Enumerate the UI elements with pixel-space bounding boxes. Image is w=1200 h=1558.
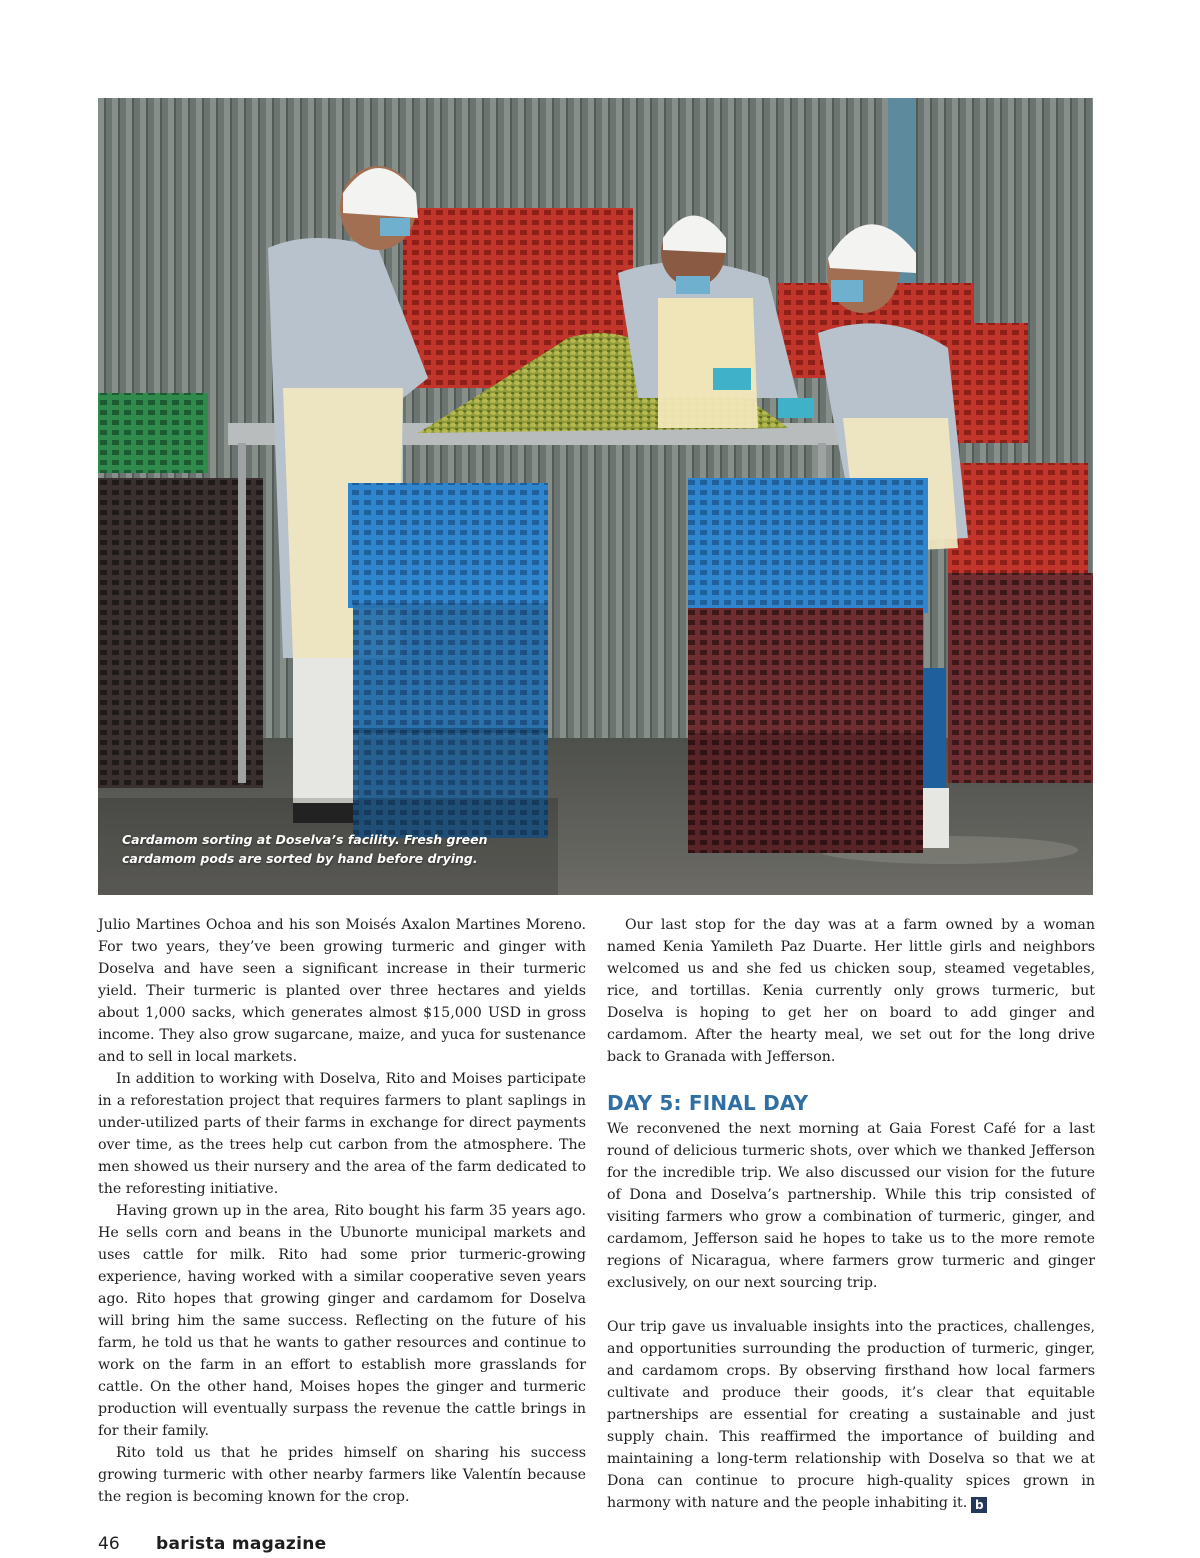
right-paragraph-3-text: Our trip gave us invaluable insights into the practices, challenges, and opportunities surrounding the production of turmeric, ginger, and cardamom crops. By observing firsthand how local farmers cultivate and produce their goods, it’s clear that equitable partnerships are essential for creating a sustainable and just supply chain. This reaffirmed the importance of building and maintaining a long-term relationship with Doselva so that we at Dona can continue to procure high-quality spices grown in harmony with nature and the people inhabiting it. [607, 1319, 1095, 1511]
feature-photo [98, 98, 1093, 895]
right-paragraph-3 [607, 1316, 1095, 1514]
magazine-name: barista magazine [156, 1534, 327, 1554]
section-heading: DAY 5: FINAL DAY [607, 1091, 809, 1115]
end-of-article-mark: b [971, 1497, 987, 1513]
photo-caption [122, 830, 488, 868]
left-paragraph-2: In addition to working with Doselva, Rito and Moises participate in a reforestation project that requires farmers to plant saplings in under-utilized parts of their farms in exchange for direct payments over time, as the trees help cut carbon from the atmosphere. The men showed us their nursery and the area of the farm dedicated to the reforesting initiative. [98, 1071, 586, 1197]
right-paragraph-1: Our last stop for the day was at a farm owned by a woman named Kenia Yamileth Paz Duarte. Her little girls and neighbors welcomed us and she fed us chicken soup, steamed vegetables, rice, and tortillas. Kenia currently only grows turmeric, but Doselva is hoping to get her on board to add ginger and cardamom. After the hearty meal, we set out for the long drive back to Granada with Jefferson. [607, 917, 1095, 1065]
left-paragraph-4: Rito told us that he prides himself on sharing his success growing turmeric with other nearby farmers like Valentín because the region is becoming known for the crop. [98, 1445, 586, 1505]
page-number: 46 [98, 1534, 120, 1554]
right-paragraph-2: We reconvened the next morning at Gaia Forest Café for a last round of delicious turmeric shots, over which we thanked Jefferson for the incredible trip. We also discussed our vision for the future of Dona and Doselva’s partnership. While this trip consisted of visiting farmers who grow a combination of turmeric, ginger, and cardamom, Jefferson said he hopes to take us to the more remote regions of Nicaragua, where farmers grow turmeric and ginger exclusively, on our next sourcing trip. [607, 1121, 1095, 1291]
right-column [607, 914, 1095, 1514]
left-paragraph-1: Julio Martines Ochoa and his son Moisés Axalon Martines Moreno. For two years, they’ve been growing turmeric and ginger with Doselva and have seen a significant increase in their turmeric yield. Their turmeric is planted over three hectares and yields about 1,000 sacks, which generates almost $15,000 USD in gross income. They also grow sugarcane, maize, and yuca for sustenance and to sell in local markets. [98, 917, 586, 1065]
photo-caption-line-1: Cardamom sorting at Doselva’s facility. Fresh green [122, 832, 488, 847]
page-footer [98, 1533, 326, 1555]
cardamom-sorting-illustration [98, 98, 1093, 895]
left-column [98, 914, 586, 1508]
left-paragraph-3: Having grown up in the area, Rito bought his farm 35 years ago. He sells corn and beans in the Ubunorte municipal markets and uses cattle for milk. Rito had some prior turmeric-growing experience, having worked with a similar cooperative seven years ago. Rito hopes that growing ginger and cardamom for Doselva will bring him the same success. Reflecting on the future of his farm, he told us that he wants to gather resources and continue to work on the farm in an effort to establish more grasslands for cattle. On the other hand, Moises hopes the ginger and turmeric production will eventually surpass the revenue the cattle brings in for their family. [98, 1203, 586, 1439]
photo-caption-line-2: cardamom pods are sorted by hand before drying. [122, 851, 478, 866]
